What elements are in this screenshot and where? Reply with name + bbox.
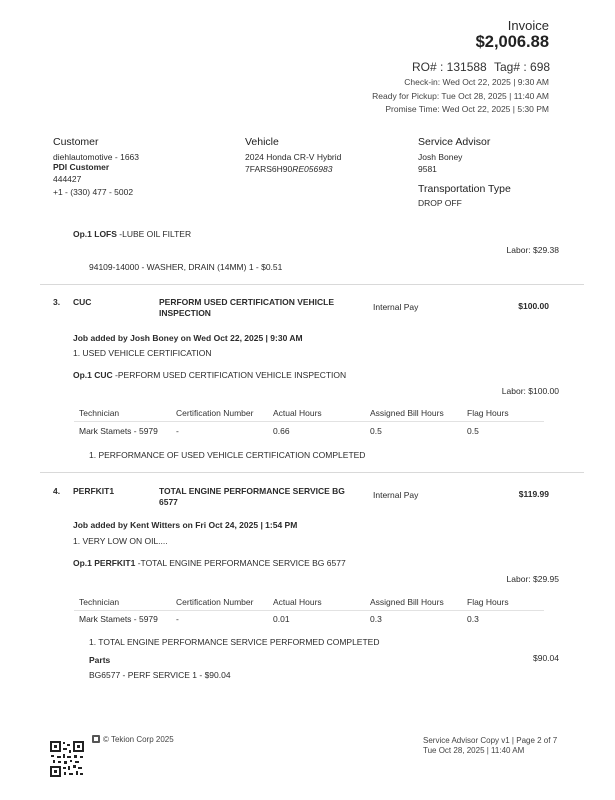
job4-pay-type: Internal Pay [373,490,419,500]
job3-concern: 1. USED VEHICLE CERTIFICATION [73,348,212,358]
job3-added: Job added by Josh Boney on Wed Oct 22, 2025 | 9:30 AM [73,333,303,343]
job4-th-cert: Certification Number [176,597,254,607]
vin-suffix: RE056983 [292,164,333,174]
op-lofs-desc: -LUBE OIL FILTER [116,229,192,239]
job4-part: BG6577 - PERF SERVICE 1 - $90.04 [89,670,231,680]
job3-number: 3. [53,297,61,307]
tekion-logo-icon [92,735,100,743]
job3-td-technician: Mark Stamets - 5979 [79,426,158,436]
divider [40,284,584,285]
job3-op-line [73,370,346,380]
job4-th-actual: Actual Hours [273,597,322,607]
tag-number: Tag# : 698 [494,60,551,74]
job3-td-cert: - [176,426,179,436]
job4-td-technician: Mark Stamets - 5979 [79,614,158,624]
vehicle-vin [245,164,332,174]
customer-id: 444427 [53,174,82,184]
job3-td-flag: 0.5 [467,426,479,436]
job3-table-divider [74,421,544,422]
job4-number: 4. [53,486,61,496]
vin-prefix: 7FARS6H90 [245,164,293,174]
job3-th-technician: Technician [79,408,120,418]
op-lofs-line [73,229,191,239]
invoice-total: $2,006.88 [475,33,549,51]
job4-code: PERFKIT1 [73,486,115,496]
job4-title: TOTAL ENGINE PERFORMANCE SERVICE BG 6577 [159,486,345,507]
job4-th-flag: Flag Hours [467,597,509,607]
job3-th-assigned: Assigned Bill Hours [370,408,444,418]
op-lofs-part: 94109-14000 - WASHER, DRAIN (14MM) 1 - $0.51 [89,262,283,272]
job4-concern: 1. VERY LOW ON OIL.... [73,536,168,546]
transport-label: Transportation Type [418,183,511,195]
job3-op-desc: -PERFORM USED CERTIFICATION VEHICLE INSPECTION [112,370,347,380]
job3-th-flag: Flag Hours [467,408,509,418]
job3-pay-type: Internal Pay [373,302,419,312]
advisor-label: Service Advisor [418,136,491,148]
customer-type: PDI Customer [53,162,110,172]
customer-phone: +1 - (330) 477 - 5002 [53,187,134,197]
job3-code: CUC [73,297,92,307]
job3-story: 1. PERFORMANCE OF USED VEHICLE CERTIFICATION COMPLETED [89,450,366,460]
vehicle-model: 2024 Honda CR-V Hybrid [245,152,342,162]
job4-op-desc: -TOTAL ENGINE PERFORMANCE SERVICE BG 6577 [135,558,346,568]
job4-td-assigned: 0.3 [370,614,382,624]
job4-story: 1. TOTAL ENGINE PERFORMANCE SERVICE PERFORMED COMPLETED [89,637,380,647]
advisor-name: Josh Boney [418,152,463,162]
copyright-text: © Tekion Corp 2025 [103,735,174,744]
job3-td-actual: 0.66 [273,426,290,436]
job4-th-technician: Technician [79,597,120,607]
divider [40,472,584,473]
job3-amount: $100.00 [518,301,549,311]
job3-th-actual: Actual Hours [273,408,322,418]
job4-labor: Labor: $29.95 [506,574,559,584]
customer-label: Customer [53,136,99,148]
vehicle-label: Vehicle [245,136,279,148]
job4-td-actual: 0.01 [273,614,290,624]
advisor-id: 9581 [418,164,437,174]
job4-td-cert: - [176,614,179,624]
job4-td-flag: 0.3 [467,614,479,624]
job3-td-assigned: 0.5 [370,426,382,436]
footer-copy-info: Service Advisor Copy v1 | Page 2 of 7 [423,736,558,745]
transport-value: DROP OFF [418,198,462,208]
job4-parts-label: Parts [89,655,111,665]
job3-th-cert: Certification Number [176,408,254,418]
pickup-time: Ready for Pickup: Tue Oct 28, 2025 | 11:40 AM [372,91,549,101]
footer-copyright [92,735,174,744]
job4-amount: $119.99 [518,489,549,499]
customer-name: diehlautomotive - 1663 [53,152,140,162]
promise-time: Promise Time: Wed Oct 22, 2025 | 5:30 PM [385,104,549,114]
ro-number: RO# : 131588 [412,60,487,74]
checkin-time: Check-in: Wed Oct 22, 2025 | 9:30 AM [404,77,549,87]
footer-date: Tue Oct 28, 2025 | 11:40 AM [423,746,525,755]
op-lofs-labor: Labor: $29.38 [506,245,559,255]
job4-parts-total: $90.04 [533,653,559,663]
job4-th-assigned: Assigned Bill Hours [370,597,444,607]
op-lofs-code: Op.1 LOFS [73,229,117,239]
invoice-title: Invoice [507,18,549,33]
job4-op-code: Op.1 PERFKIT1 [73,558,136,568]
job3-title: PERFORM USED CERTIFICATION VEHICLE INSPECTION [159,297,335,318]
job4-op-line [73,558,346,568]
job3-op-code: Op.1 CUC [73,370,113,380]
job3-labor: Labor: $100.00 [501,386,559,396]
job4-table-divider [74,610,544,611]
qr-code-icon [49,740,85,778]
job4-added: Job added by Kent Witters on Fri Oct 24, 2025 | 1:54 PM [73,520,298,530]
